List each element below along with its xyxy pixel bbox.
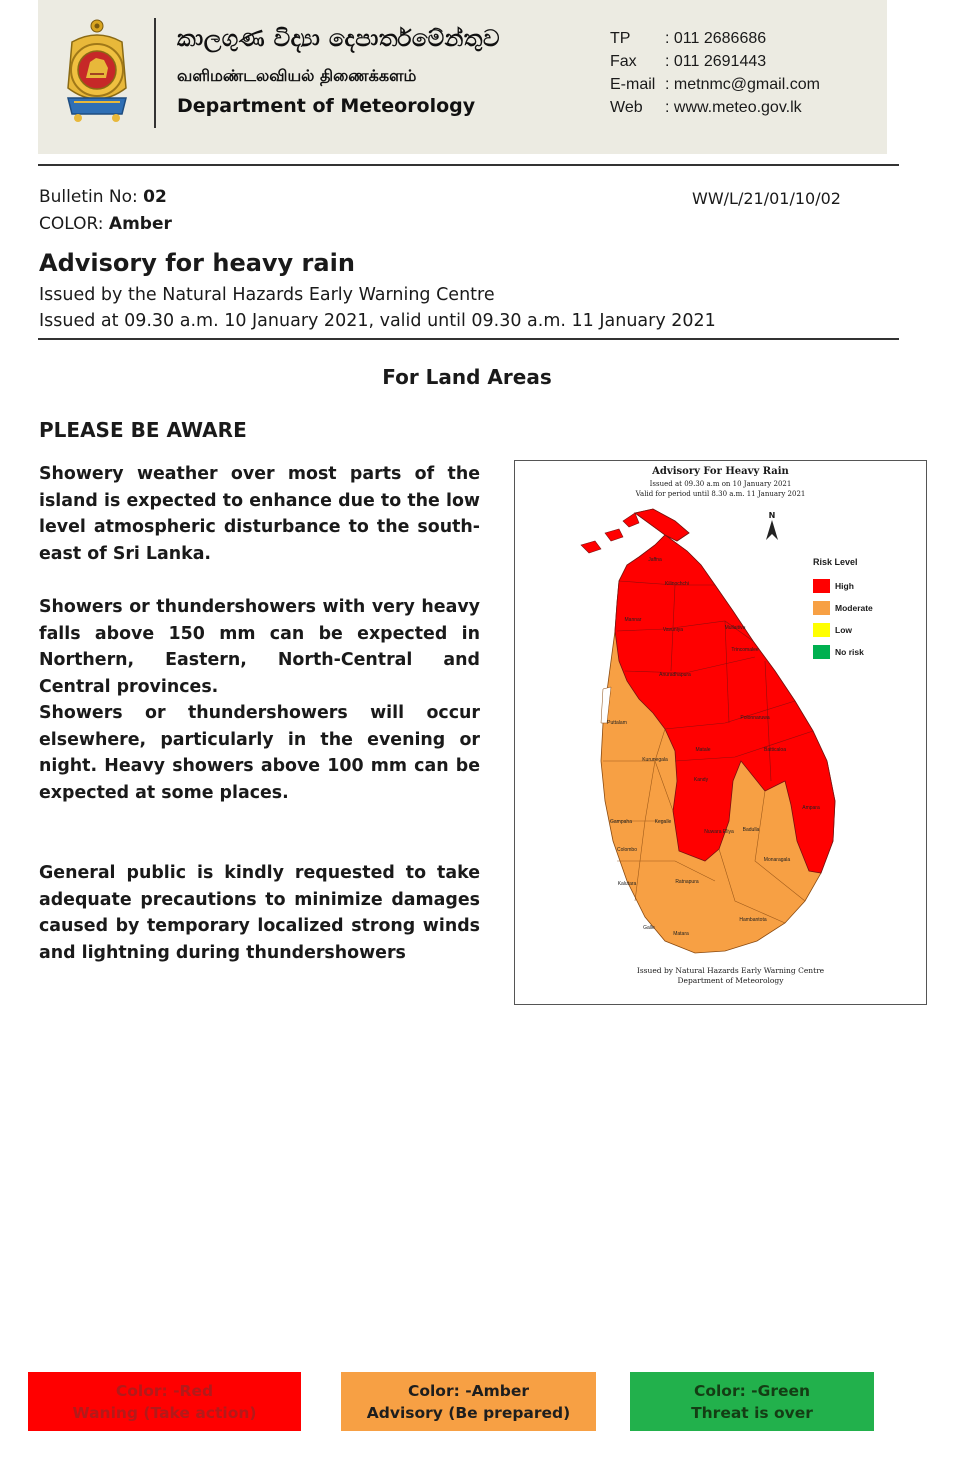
- district-label: Kurunegala: [642, 757, 668, 763]
- district-label: Mannar: [624, 617, 642, 623]
- district-label: Kandy: [693, 777, 709, 783]
- contact-value: : 011 2691443: [665, 53, 767, 70]
- org-name-tamil: வளிமண்டலவியல் திணைக்களம்: [177, 66, 417, 85]
- legend-swatch: [813, 601, 830, 615]
- letterhead: [38, 0, 887, 154]
- legend-label: Low: [835, 625, 852, 635]
- contact-web: [610, 96, 820, 119]
- section-heading: For Land Areas: [382, 365, 552, 389]
- issued-by: Issued by the Natural Hazards Early Warning Centre: [39, 285, 495, 305]
- north-arrow-icon: [765, 520, 779, 540]
- legend-swatch: [813, 579, 830, 593]
- district-label: Kegalle: [654, 819, 672, 825]
- district-label: Ratnapura: [675, 879, 699, 885]
- legend-item-moderate: [813, 597, 873, 619]
- paragraph-3: Showers or thundershowers will occur elsewhere, particularly in the evening or night. Heavy showers above 100 mm can be expected at some places.: [39, 703, 480, 803]
- aware-heading: PLEASE BE AWARE: [39, 418, 247, 442]
- map-subtitle-valid: Valid for period until 8.30 a.m. 11 January 2021: [635, 490, 806, 498]
- contact-key: E-mail: [610, 76, 656, 93]
- district-label: Gampaha: [610, 819, 632, 825]
- sri-lanka-risk-map: [515, 461, 926, 1004]
- district-label: Polonnaruwa: [740, 715, 770, 721]
- legend-item-low: [813, 619, 873, 641]
- district-label: Jaffna: [648, 557, 662, 563]
- color-key-meaning: Threat is over: [691, 1403, 813, 1422]
- district-label: Trincomalee: [731, 647, 759, 653]
- color-key-amber: [341, 1372, 596, 1431]
- district-label: Hambantota: [739, 917, 767, 923]
- issued-at: Issued at 09.30 a.m. 10 January 2021, valid until 09.30 a.m. 11 January 2021: [39, 311, 716, 331]
- header-divider: [154, 18, 156, 128]
- north-label: N: [768, 511, 776, 520]
- district-label: Nuwara Eliya: [704, 829, 734, 835]
- district-label: Colombo: [616, 847, 638, 853]
- map-subtitle-issued: Issued at 09.30 a.m on 10 January 2021: [649, 480, 792, 488]
- bulletin-number: [39, 187, 167, 207]
- district-label: Galle: [643, 925, 655, 931]
- district-label: Ampara: [802, 805, 820, 811]
- sri-lanka-emblem-icon: [60, 18, 134, 126]
- advisory-map: [514, 460, 927, 1005]
- contact-email: [610, 73, 820, 96]
- contact-value[interactable]: : metnmc@gmail.com: [665, 76, 820, 93]
- legend-item-no-risk: [813, 641, 873, 663]
- district-label: Puttalam: [607, 720, 627, 726]
- map-legend: [813, 557, 873, 663]
- paragraph-2: Showers or thundershowers with very heavy falls above 150 mm can be expected in Northern, Eastern, North-Central and Central provinces.: [39, 597, 480, 697]
- district-label: Badulla: [742, 827, 760, 833]
- color-key-label: Color: -Red: [115, 1381, 214, 1400]
- legend-swatch: [813, 623, 830, 637]
- legend-label: Moderate: [835, 603, 873, 613]
- org-name-english: Department of Meteorology: [177, 95, 476, 117]
- map-footer-department: Department of Meteorology: [677, 976, 784, 985]
- paragraph-4: General public is kindly requested to take adequate precautions to minimize damages caused by temporary localized strong winds and lightning during thundershowers: [39, 863, 480, 963]
- color-key-label: Color: -Green: [693, 1381, 811, 1400]
- district-label: Mullaitivu: [724, 625, 746, 631]
- district-label: Vavuniya: [662, 627, 684, 633]
- header-rule: [38, 164, 899, 166]
- contact-phone: [610, 27, 820, 50]
- color-key-label: Color: -Amber: [407, 1381, 530, 1400]
- contact-value: : 011 2686686: [665, 30, 767, 47]
- jaffna-islands: [581, 513, 639, 553]
- district-label: Batticaloa: [764, 747, 786, 753]
- district-label: Anuradhapura: [659, 672, 691, 678]
- color-label: COLOR:: [39, 214, 109, 234]
- color-value: Amber: [108, 214, 172, 234]
- bulletin-color: [39, 214, 172, 234]
- contact-key: Fax: [610, 53, 637, 70]
- bulletin-label: Bulletin No:: [39, 187, 144, 207]
- legend-label: High: [835, 581, 854, 591]
- district-label: Matara: [673, 931, 689, 937]
- legend-label: No risk: [835, 647, 864, 657]
- contact-key: TP: [610, 30, 631, 47]
- contact-block: [610, 27, 820, 119]
- reference-number: WW/L/21/01/10/02: [692, 189, 841, 208]
- legend-swatch: [813, 645, 830, 659]
- bulletin-number-value: 02: [143, 187, 167, 207]
- section-rule: [38, 338, 899, 340]
- district-label: Monaragala: [763, 857, 791, 863]
- district-label: Matale: [695, 747, 711, 753]
- color-key-meaning: Waning (Take action): [72, 1403, 257, 1422]
- district-label: Kalutara: [617, 881, 637, 887]
- contact-fax: [610, 50, 820, 73]
- district-label: Kilinochchi: [665, 581, 689, 587]
- color-key-meaning: Advisory (Be prepared): [366, 1403, 571, 1422]
- org-name-sinhala: කාලගුණ විද්‍යා දෙපාර්තමේන්තුව: [177, 26, 500, 52]
- contact-key: Web: [610, 99, 643, 116]
- map-footer-issuer: Issued by Natural Hazards Early Warning Centre: [636, 966, 825, 975]
- contact-value[interactable]: : www.meteo.gov.lk: [665, 99, 802, 116]
- north-arrow: [765, 511, 779, 542]
- color-key-green: [630, 1372, 874, 1431]
- paragraph-1: Showery weather over most parts of the island is expected to enhance due to the low level atmospheric disturbance to the south-east of Sri Lanka.: [39, 464, 480, 564]
- color-key-red: [28, 1372, 301, 1431]
- advisory-title: Advisory for heavy rain: [39, 249, 355, 277]
- legend-item-high: [813, 575, 873, 597]
- legend-title: Risk Level: [813, 557, 858, 567]
- map-title: Advisory For Heavy Rain: [652, 466, 789, 477]
